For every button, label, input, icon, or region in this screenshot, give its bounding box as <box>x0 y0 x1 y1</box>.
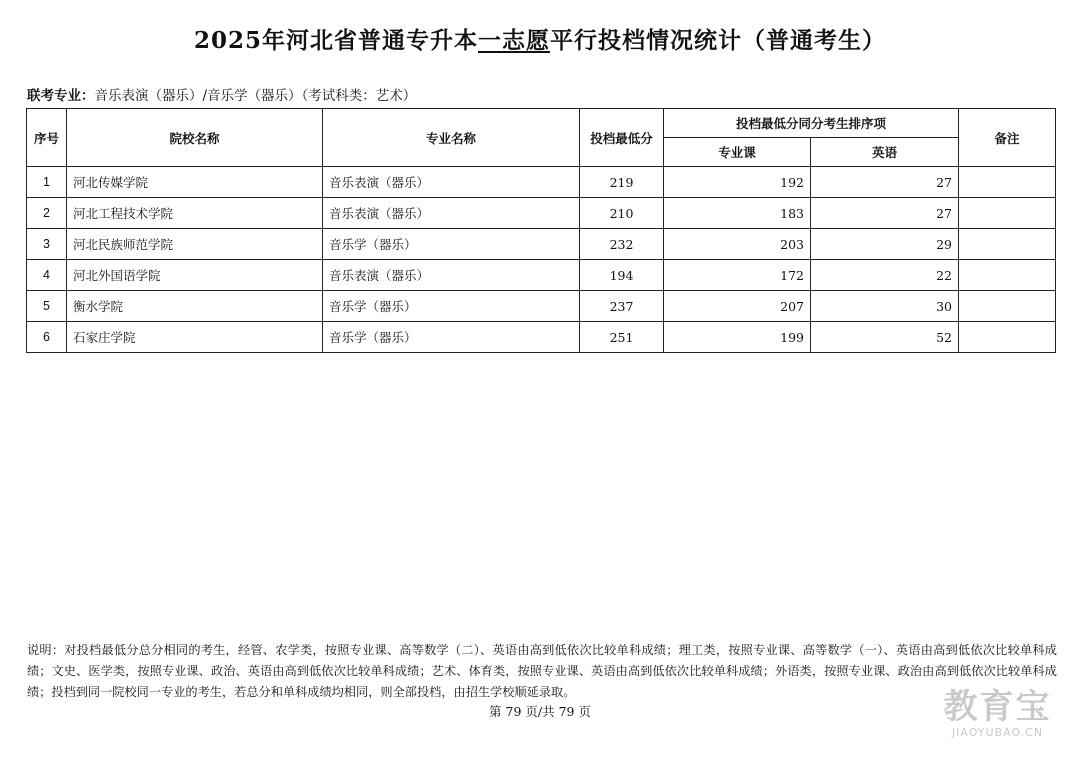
cell-remark <box>959 198 1056 229</box>
cell-min-score: 210 <box>580 198 664 229</box>
cell-remark <box>959 260 1056 291</box>
cell-professional: 203 <box>664 229 811 260</box>
title-underlined: 一志愿 <box>478 27 550 54</box>
cell-professional: 183 <box>664 198 811 229</box>
cell-major: 音乐学（器乐） <box>323 229 580 260</box>
admission-table <box>26 108 1056 353</box>
cell-major: 音乐表演（器乐） <box>323 198 580 229</box>
watermark-logo <box>930 688 1065 739</box>
cell-major: 音乐学（器乐） <box>323 322 580 353</box>
watermark-sub-text: JIAOYUBAO.CN <box>951 726 1044 739</box>
cell-remark <box>959 291 1056 322</box>
header-school: 院校名称 <box>67 109 323 167</box>
title-suffix: 平行投档情况统计（普通考生） <box>550 27 886 54</box>
cell-min-score: 237 <box>580 291 664 322</box>
watermark-main-text: 教育宝 <box>943 687 1052 727</box>
cell-index: 1 <box>27 167 67 198</box>
cell-index: 6 <box>27 322 67 353</box>
cell-english: 22 <box>811 260 959 291</box>
cell-remark <box>959 167 1056 198</box>
header-min-score: 投档最低分 <box>580 109 664 167</box>
cell-professional: 192 <box>664 167 811 198</box>
cell-school: 衡水学院 <box>67 291 323 322</box>
document-title <box>0 22 1080 55</box>
cell-english: 52 <box>811 322 959 353</box>
header-remark: 备注 <box>959 109 1056 167</box>
cell-index: 2 <box>27 198 67 229</box>
cell-remark <box>959 229 1056 260</box>
cell-min-score: 232 <box>580 229 664 260</box>
cell-english: 30 <box>811 291 959 322</box>
cell-school: 河北工程技术学院 <box>67 198 323 229</box>
cell-english: 27 <box>811 198 959 229</box>
table-row <box>27 229 1056 260</box>
title-prefix: 2025年河北省普通专升本 <box>193 27 478 54</box>
cell-min-score: 251 <box>580 322 664 353</box>
table-row <box>27 167 1056 198</box>
header-index: 序号 <box>27 109 67 167</box>
subject-line <box>27 84 416 104</box>
cell-english: 29 <box>811 229 959 260</box>
cell-index: 5 <box>27 291 67 322</box>
subject-value: 音乐表演（器乐）/音乐学（器乐）（考试科类：艺术） <box>94 88 417 104</box>
cell-major: 音乐学（器乐） <box>323 291 580 322</box>
cell-major: 音乐表演（器乐） <box>323 167 580 198</box>
table-row <box>27 291 1056 322</box>
explanation-note: 说明：对投档最低分总分相同的考生，经管、农学类，按照专业课、高等数学（二）、英语由高到低依次比较单科成绩；理工类，按照专业课、高等数学（一）、英语由高到低依次比较单科成绩；文史、医学类，按照专业课、政治、英语由高到低依次比较单科成绩；艺术、体育类，按照专业课、英语由高到低依次比较单科成绩；外语类，按照专业课、政治由高到低依次比较单科成绩；投档到同一院校同一专业的考生，若总分和单科成绩均相同，则全部投档，由招生学校顺延录取。 <box>27 643 1057 699</box>
cell-remark <box>959 322 1056 353</box>
cell-school: 河北传媒学院 <box>67 167 323 198</box>
header-tiebreak-group: 投档最低分同分考生排序项 <box>664 109 959 138</box>
cell-index: 3 <box>27 229 67 260</box>
cell-major: 音乐表演（器乐） <box>323 260 580 291</box>
cell-school: 河北外国语学院 <box>67 260 323 291</box>
page-number: 第 79 页/共 79 页 <box>489 704 591 719</box>
cell-min-score: 194 <box>580 260 664 291</box>
table-row <box>27 198 1056 229</box>
cell-english: 27 <box>811 167 959 198</box>
subject-label: 联考专业： <box>27 88 95 104</box>
cell-index: 4 <box>27 260 67 291</box>
header-professional: 专业课 <box>664 138 811 167</box>
cell-school: 河北民族师范学院 <box>67 229 323 260</box>
cell-professional: 199 <box>664 322 811 353</box>
header-english: 英语 <box>811 138 959 167</box>
cell-professional: 207 <box>664 291 811 322</box>
table-row <box>27 322 1056 353</box>
header-row-1 <box>27 109 1056 138</box>
cell-school: 石家庄学院 <box>67 322 323 353</box>
cell-min-score: 219 <box>580 167 664 198</box>
cell-professional: 172 <box>664 260 811 291</box>
header-major: 专业名称 <box>323 109 580 167</box>
table-row <box>27 260 1056 291</box>
